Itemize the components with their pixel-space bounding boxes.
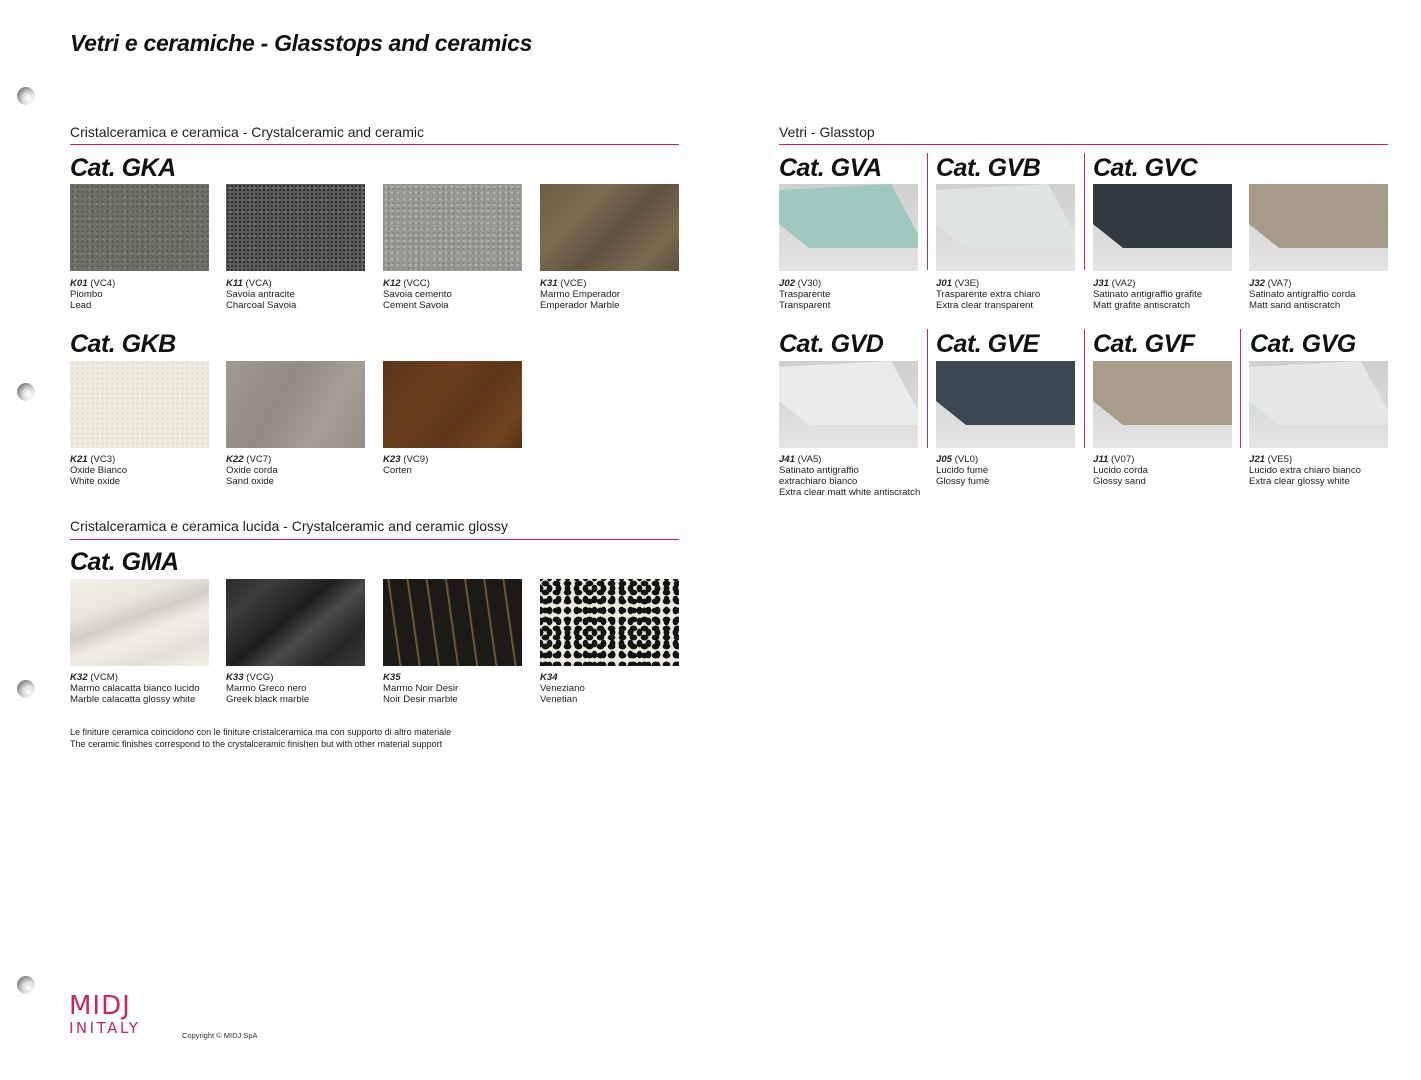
swatch-j02[interactable] [779,184,918,271]
swatch-j21[interactable] [1249,361,1388,448]
swatch-k33[interactable] [226,579,365,666]
swatch-k12[interactable] [383,184,522,271]
binder-hole [17,383,35,401]
swatch-k23[interactable] [383,361,522,448]
glass-top-image [1093,184,1232,271]
swatch-label-j05: J05 (VL0) Lucido fumè Glossy fumè [936,454,990,487]
section-rule [70,539,679,540]
swatch-label-j32: J32 (VA7) Satinato antigraffio corda Matt sand antiscratch [1249,278,1356,311]
swatch-j11[interactable] [1093,361,1232,448]
category-gma: Cat. GMA [70,548,179,576]
glass-top-image [1249,361,1388,448]
glass-top-image [779,184,918,271]
glass-top-image [779,361,918,448]
swatch-label-j11: J11 (V07) Lucido corda Glossy sand [1093,454,1148,487]
section-rule [70,144,679,145]
swatch-label-k22: K22 (VC7) Oxide corda Sand oxide [226,454,278,487]
swatch-j01[interactable] [936,184,1075,271]
category-gvg: Cat. GVG [1250,330,1356,358]
page-title: Vetri e ceramiche - Glasstops and ceramics [70,30,533,56]
swatch-label-k33: K33 (VCG) Marmo Greco nero Greek black marble [226,672,310,705]
binder-hole [17,976,35,994]
swatch-label-k12: K12 (VCC) Savoia cemento Cement Savoia [383,278,452,311]
section-rule [779,144,1388,145]
category-gve: Cat. GVE [936,330,1039,358]
category-gvd: Cat. GVD [779,330,884,358]
swatch-label-j01: J01 (V3E) Trasparente extra chiaro Extra clear transparent [936,278,1041,311]
category-divider [1240,329,1241,448]
category-divider [1084,153,1085,270]
glass-top-image [1249,184,1388,271]
swatch-j32[interactable] [1249,184,1388,271]
swatch-k01[interactable] [70,184,209,271]
category-divider [1084,329,1085,448]
category-gkb: Cat. GKB [70,330,176,358]
category-divider [927,329,928,448]
swatch-k22[interactable] [226,361,365,448]
swatch-k34[interactable] [540,579,679,666]
swatch-label-k35: K35 Marmo Noir Desir Noir Desir marble [383,672,459,705]
swatch-label-j31: J31 (VA2) Satinato antigraffio grafite Matt grafite antiscratch [1093,278,1203,311]
swatch-j05[interactable] [936,361,1075,448]
glass-top-image [1093,361,1232,448]
category-divider [927,153,928,270]
swatch-j31[interactable] [1093,184,1232,271]
category-gvb: Cat. GVB [936,154,1041,182]
midj-logo: MIDJ INITALY [69,991,141,1037]
footnote: Le finiture ceramica coincidono con le finiture cristalceramica ma con supporto di altro materiale The ceramic finishes correspond to the crystalceramic finishen but with other material support [70,727,452,749]
swatch-label-k11: K11 (VCA) Savoia antracite Charcoal Savoia [226,278,297,311]
swatch-label-k01: K01 (VC4) Piombo Lead [70,278,116,311]
swatch-k32[interactable] [70,579,209,666]
binder-hole [17,87,35,105]
swatch-k11[interactable] [226,184,365,271]
swatch-j41[interactable] [779,361,918,448]
swatch-label-k31: K31 (VCE) Marmo Emperador Emperador Marble [540,278,620,311]
section-heading-glass: Vetri - Glasstop [779,124,875,140]
binder-hole [17,680,35,698]
category-gvf: Cat. GVF [1093,330,1195,358]
glass-top-image [936,184,1075,271]
category-gva: Cat. GVA [779,154,882,182]
category-gvc: Cat. GVC [1093,154,1198,182]
copyright-text: Copyright © MIDJ SpA [182,1031,258,1040]
section-heading-glossy: Cristalceramica e ceramica lucida - Crystalceramic and ceramic glossy [70,518,509,534]
swatch-k21[interactable] [70,361,209,448]
glass-top-image [936,361,1075,448]
swatch-label-j02: J02 (V30) Trasparente Transparent [779,278,831,311]
swatch-label-k21: K21 (VC3) Oxide Bianco White oxide [70,454,128,487]
swatch-label-j21: J21 (VE5) Lucido extra chiaro bianco Extra clear glossy white [1249,454,1361,487]
swatch-k31[interactable] [540,184,679,271]
swatch-label-j41: J41 (VA5) Satinato antigraffio extrachiaro bianco Extra clear matt white antiscratch [779,454,921,498]
category-gka: Cat. GKA [70,154,176,182]
swatch-label-k23: K23 (VC9) Corten [383,454,429,476]
swatch-label-k32: K32 (VCM) Marmo calacatta bianco lucido Marble calacatta glossy white [70,672,200,705]
swatch-label-k34: K34 Veneziano Venetian [540,672,585,705]
section-heading-ceramic: Cristalceramica e ceramica - Crystalceramic and ceramic [70,124,424,140]
swatch-k35[interactable] [383,579,522,666]
